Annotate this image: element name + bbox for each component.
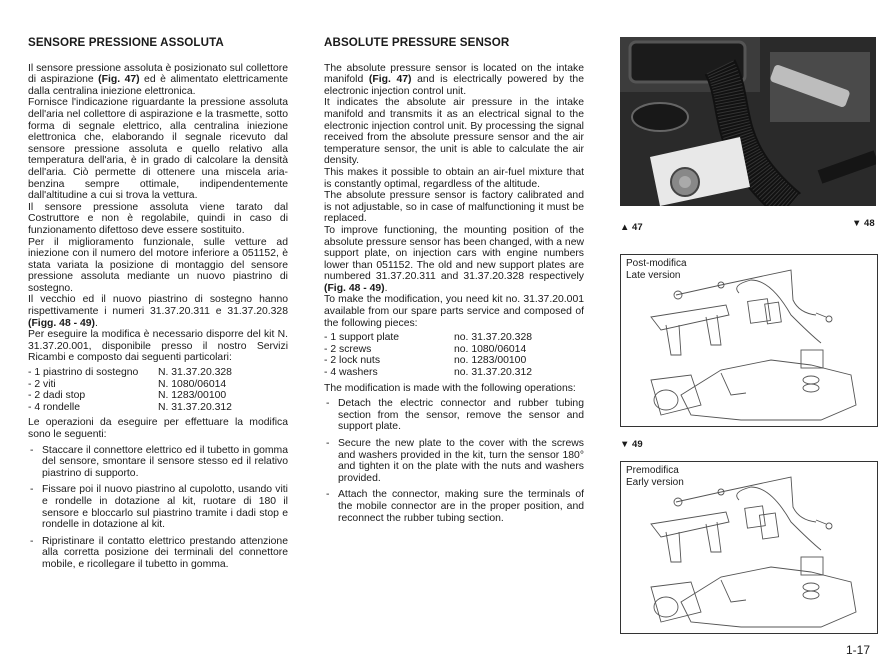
parts-list (28, 367, 288, 413)
section-title-english: ABSOLUTE PRESSURE SENSOR (324, 36, 510, 49)
parts-list-item (324, 367, 584, 379)
part-code: N. 1080/06014 (158, 378, 227, 390)
engine-bay-illustration (620, 37, 876, 206)
figure-reference: (Fig. 47) (368, 74, 412, 86)
paragraph: To make the modification, you need kit no. 31.37.20.001 available from our spare parts service and composed of the following pieces: (324, 294, 584, 329)
parts-list-item (28, 390, 288, 402)
paragraph: Fornisce l'indicazione riguardante la pressione assoluta dell'aria nel collettore di aspirazione e la trasmette, sotto forma di segnale elettrico, alla centralina iniezione elettronica che, elaborando il segnale ricevuto dal sensore pressione assoluta e quello relativo alla temperatura dell'aria, è in grado di calcolare la densità dell'aria. Ciò permette di ottenere una miscela aria-benzina sempre ottimale, indipendentemente dall'altitudine a cui si trova la vettura. (28, 97, 288, 202)
paragraph (324, 63, 584, 98)
engine-bay-photo (620, 37, 876, 206)
part-code: N. 1283/00100 (158, 390, 227, 402)
operation-step: - Ripristinare il contatto elettrico prestando attenzione alla corretta posizione dei terminali del connettore mobile, e ricollegare il tubetto in gomma. (28, 536, 288, 571)
text: Il vecchio ed il nuovo piastrino di sostegno hanno rispettivamente i numeri 31.37.20.311 e 31.37.20.328 (28, 294, 288, 318)
part-name: - 1 support plate (324, 332, 400, 344)
paragraph: This makes it possible to obtain an air-fuel mixture that is constantly optimal, regardless of the altitude. (324, 166, 584, 190)
figure-reference: (Fig. 48 - 49) (324, 282, 385, 294)
parts-list-item (28, 367, 288, 379)
paragraph: The absolute pressure sensor is factory calibrated and is not adjustable, so in case of malfunctioning it must be replaced. (324, 190, 584, 225)
part-code: no. 1283/00100 (454, 355, 527, 367)
text: Il sensore pressione assoluta è posizionato sul collettore di aspirazione (28, 62, 288, 86)
figure-49-diagram (620, 461, 878, 634)
paragraph: The modification is made with the following operations: (324, 382, 576, 394)
figure-label-english: Early version (626, 476, 684, 488)
parts-list-item (324, 344, 584, 356)
text: and is electrically powered by the electronic injection control unit. (324, 74, 584, 97)
text: . (384, 282, 388, 294)
operation-step: - Fissare poi il nuovo piastrino al cupolotto, usando viti e rondelle in dotazione al kit, ruotare di 180 il sensore e bloccarlo sul piastrino tramite i dadi stop e rondelle in dotazione al kit. (28, 484, 288, 530)
figure-reference: (Figg. 48 - 49) (28, 317, 95, 329)
paragraph: Per eseguire la modifica è necessario disporre del kit N. 31.37.20.001, disponibile presso il nostro Servizi Ricambi e composto dai seguenti particolari: (28, 329, 288, 364)
figure-reference: (Fig. 47) (98, 74, 140, 86)
paragraph (28, 294, 288, 329)
text: . (94, 317, 98, 329)
operation-step: - Detach the electric connector and rubber tubing section from the sensor, remove the sensor and support plate. (324, 398, 584, 433)
page-number: 1-17 (845, 643, 870, 657)
part-name: - 4 rondelle (28, 401, 80, 413)
part-code: N. 31.37.20.328 (158, 367, 232, 379)
figure-49-caption: ▼ 49 (620, 439, 643, 450)
part-name: - 2 viti (28, 378, 56, 390)
parts-list-item (28, 379, 288, 391)
part-name: - 1 piastrino di sostegno (28, 367, 139, 379)
text: ed è alimentato elettricamente dalla centralina iniezione elettronica. (28, 74, 288, 97)
operation-step: - Secure the new plate to the cover with the screws and washers provided in the kit, turn the sensor 180° and tighten it on the plate with the nuts and washers provided. (324, 438, 584, 484)
parts-list-item (28, 402, 288, 414)
figure-label-italian: Post-modifica (626, 258, 687, 269)
paragraph (324, 225, 584, 295)
parts-list-item (324, 332, 584, 344)
part-code: no. 31.37.20.312 (454, 367, 533, 379)
operation-step: - Attach the connector, making sure the terminals of the mobile connector are in the proper position, and reconnect the rubber tubing section. (324, 489, 584, 524)
section-title-italian: SENSORE PRESSIONE ASSOLUTA (28, 36, 224, 49)
paragraph: Il sensore pressione assoluta viene tarato dal Costruttore e non è regolabile, quindi in caso di funzionamento difettoso deve essere sostituito. (28, 201, 288, 236)
figure-47-caption: ▲ 47 (620, 222, 643, 233)
operations-list (28, 445, 288, 571)
figure-label-italian: Premodifica (626, 465, 679, 476)
italian-column (28, 37, 288, 576)
figure-48-label (626, 258, 687, 281)
parts-list (324, 332, 584, 378)
operations-list (324, 398, 584, 524)
operation-step: - Staccare il connettore elettrico ed il tubetto in gomma del sensore, smontare il sensore stesso ed il relativo piastrino di supporto. (28, 445, 288, 480)
figure-label-english: Late version (626, 269, 681, 281)
part-name: - 2 screws (324, 343, 372, 355)
part-name: - 2 lock nuts (324, 355, 381, 367)
part-code: no. 1080/06014 (454, 343, 527, 355)
figure-48-diagram (620, 254, 878, 427)
part-name: - 4 washers (324, 367, 378, 379)
paragraph (28, 63, 288, 98)
part-code: no. 31.37.20.328 (454, 332, 533, 344)
figure-48-caption: ▼ 48 (852, 218, 875, 229)
part-code: N. 31.37.20.312 (158, 401, 232, 413)
paragraph: It indicates the absolute air pressure in the intake manifold and transmits it as an electrical signal to the electronic injection control unit. By processing the signal received from the absolute pressure sensor and the air temperature sensor, the unit is able to calculate the air density. (324, 97, 584, 167)
parts-list-item (324, 355, 584, 367)
english-column (324, 37, 584, 529)
figure-49-label (626, 465, 684, 488)
paragraph: Le operazioni da eseguire per effettuare la modifica sono le seguenti: (28, 417, 288, 440)
text: The absolute pressure sensor is located on the intake manifold (324, 62, 584, 86)
paragraph: Per il miglioramento funzionale, sulle vetture ad iniezione con il numero del motore inferiore a 051152, è stata variata la posizione di montaggio del sensore pressione assoluta mediante un nuovo piastrino di sostegno. (28, 236, 288, 294)
part-name: - 2 dadi stop (28, 390, 86, 402)
text: To improve functioning, the mounting position of the absolute pressure sensor has been changed, with a new support plate, on injection cars with engine numbers lower than 051152. The old and new support plates are numbered 31.37.20.311 and 31.37.20.328 respectively (324, 224, 584, 283)
